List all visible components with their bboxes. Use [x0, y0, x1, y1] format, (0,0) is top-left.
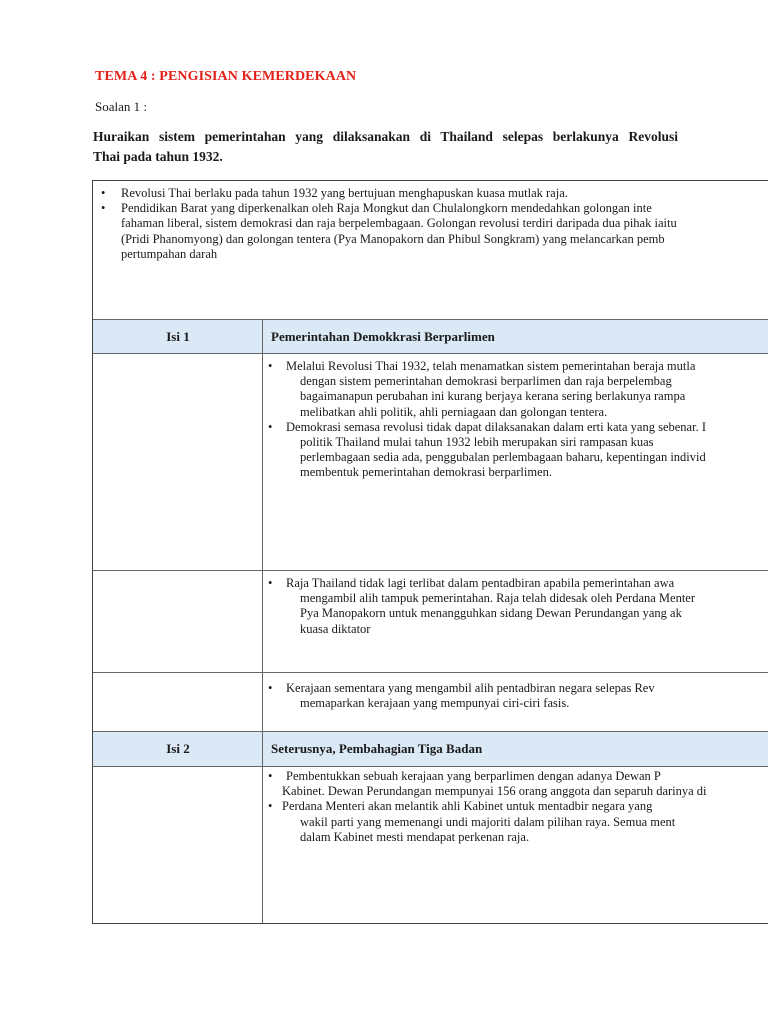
list-item: • Kerajaan sementara yang mengambil alih pentadbiran negara selepas Rev memaparkan kerajaan yang mempunyai ciri-ciri fasis.	[268, 681, 655, 711]
list-item: • Pendidikan Barat yang diperkenalkan oleh Raja Mongkut dan Chulalongkorn mendedahkan golongan inte fahaman liberal, sistem demokrasi dan raja berpelembagaan. Golongan revolusi terdiri daripada dua pihak iaitu (Pridi Phanomyong) dan golongan tentera (Pya Manopakorn dan Phibul Songkram) yang melancarkan pemb pertumpahan darah	[101, 201, 677, 261]
question-line-1: Huraikan sistem pemerintahan yang dilaksanakan di Thailand selepas berlakunya Revolusi	[93, 129, 678, 144]
intro-bullet-list	[101, 186, 677, 262]
list-item: • Melalui Revolusi Thai 1932, telah menamatkan sistem pemerintahan beraja mutla dengan sistem pemerintahan demokrasi berparlimen dan raja berpelembag bagaimanapun perubahan ini kurang berjaya kerana sering berlakunya rampa melibatkan ahli politik, ahli perniagaan dan golongan tentera.	[268, 359, 696, 419]
isi1-heading: Pemerintahan Demokkrasi Berparlimen	[271, 329, 495, 344]
isi1-bullets-1	[268, 359, 706, 481]
bullet-icon: •	[268, 681, 273, 695]
isi1-header-row	[93, 320, 768, 354]
bullet-icon: •	[101, 201, 106, 216]
empty-left-cell	[93, 767, 263, 923]
isi1-label: Isi 1	[166, 329, 190, 344]
list-item: • Perdana Menteri akan melantik ahli Kabinet untuk mentadbir negara yang wakil parti yang memenangi undi majoriti dalam pilihan raya. Semua ment dalam Kabinet mesti mendapat perkenan raja.	[268, 799, 676, 844]
question-text	[93, 127, 678, 167]
bullet-icon: •	[101, 186, 106, 200]
page-title: TEMA 4 : PENGISIAN KEMERDEKAAN	[95, 69, 357, 84]
list-item: • Pembentukkan sebuah kerajaan yang berparlimen dengan adanya Dewan P Kabinet. Dewan Perundangan mempunyai 156 orang anggota dan separuh darinya di	[268, 769, 707, 799]
bullet-icon: •	[268, 799, 273, 814]
empty-left-cell	[93, 354, 263, 570]
bullet-icon: •	[268, 419, 273, 434]
isi1-bullets-3	[268, 681, 655, 711]
empty-left-cell	[93, 571, 263, 672]
question-line-2: Thai pada tahun 1932.	[93, 149, 223, 164]
isi1-content-row-2	[93, 571, 768, 673]
isi2-bullets	[268, 769, 707, 845]
bullet-icon: •	[268, 769, 273, 783]
isi2-header-row	[93, 732, 768, 767]
bullet-icon: •	[268, 576, 273, 590]
list-item: • Demokrasi semasa revolusi tidak dapat dilaksanakan dalam erti kata yang sebenar. I politik Thailand mulai tahun 1932 lebih merupakan siri rampasan kuas perlembagaan sedia ada, penggubalan perlembagaan baharu, kepentingan individ membentuk pemerintahan demokrasi berparlimen.	[268, 419, 706, 480]
intro-row	[93, 181, 768, 320]
bullet-icon: •	[268, 359, 273, 373]
question-number: Soalan 1 :	[95, 99, 147, 114]
answer-table	[92, 180, 768, 924]
isi1-content-row-3	[93, 673, 768, 732]
isi1-bullets-2	[268, 576, 696, 637]
list-item: • Revolusi Thai berlaku pada tahun 1932 yang bertujuan menghapuskan kuasa mutlak raja.	[101, 186, 568, 200]
list-item: • Raja Thailand tidak lagi terlibat dalam pentadbiran apabila pemerintahan awa mengambil alih tampuk pemerintahan. Raja telah didesak oleh Perdana Menter Pya Manopakorn untuk menangguhkan sidang Dewan Perundangan yang ak kuasa diktator	[268, 576, 696, 636]
isi2-content-row	[93, 767, 768, 923]
isi1-content-row-1	[93, 354, 768, 571]
isi2-label: Isi 2	[166, 741, 190, 756]
isi2-heading: Seterusnya, Pembahagian Tiga Badan	[271, 741, 483, 756]
empty-left-cell	[93, 673, 263, 731]
